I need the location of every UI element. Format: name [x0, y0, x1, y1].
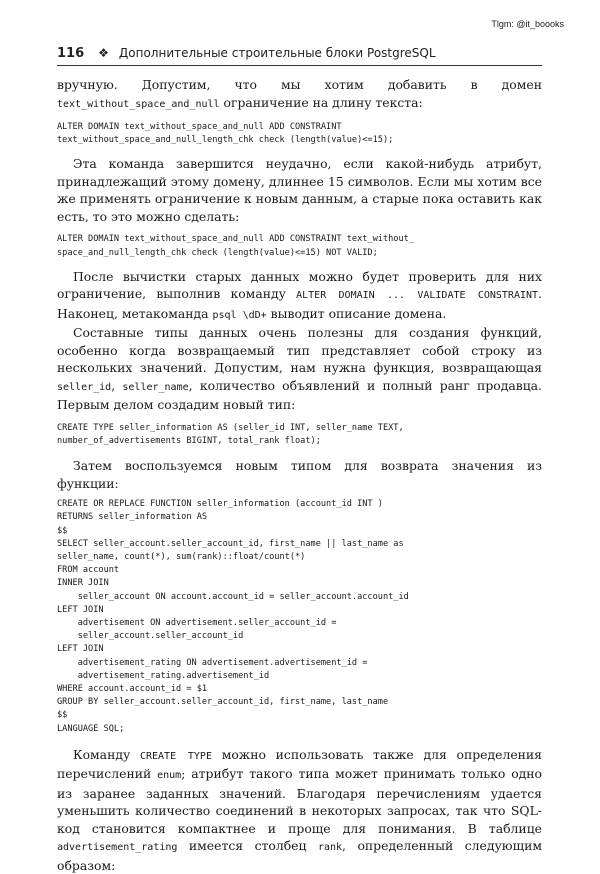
text: После вычистки старых данных можно будет проверить для них ограничение, выполнив команду	[57, 268, 542, 302]
inline-code: enum	[157, 770, 182, 782]
page-body	[57, 76, 542, 874]
text: ограничение на длину текста:	[219, 94, 423, 110]
inline-code: CREATE TYPE	[139, 750, 212, 762]
inline-code: psql \dD+	[212, 309, 267, 321]
text: , количество объявлений и полный ранг продавца. Первым делом создадим новый тип:	[57, 377, 542, 413]
paragraph-5: Затем воспользуемся новым типом для возврата значения из функции:	[57, 458, 542, 491]
paragraph-4	[57, 324, 542, 414]
paragraph-3	[57, 268, 542, 325]
inline-code: seller_name	[122, 381, 189, 393]
running-header	[57, 46, 542, 61]
chapter-title: Дополнительные строительные блоки PostgreSQL	[118, 46, 436, 60]
text: можно использовать также для определения перечислений	[57, 746, 542, 782]
ornament-icon: ❖	[98, 46, 109, 60]
text: выводит описание домена.	[266, 305, 447, 321]
text: имеется столбец	[177, 838, 318, 854]
code-block-1: ALTER DOMAIN text_without_space_and_null ADD CONSTRAINT text_without_space_and_null_length_chk check (length(value)<=15);	[57, 122, 394, 146]
text: . Наконец, метакоманда	[57, 286, 542, 321]
text: ; атрибут такого типа может принимать только одно из заранее заданных значений. Благодаря перечислениям удается уменьшить количество соединений в некоторых запросах, так что SQL-код становится компактнее и проще для понимания. В таблице	[57, 766, 543, 836]
code-block-3: CREATE TYPE seller_information AS (seller_id INT, seller_name TEXT, number_of_advertisements BIGINT, total_rank float);	[57, 422, 404, 447]
text: Составные типы данных очень полезны для создания функций, особенно когда возвращаемый тип представляет собой строку из нескольких значений. Допустим, нам нужна функция, возвращающая	[57, 325, 542, 376]
page-number: 116	[57, 46, 85, 61]
watermark: Tlgm: @it_boooks	[491, 19, 564, 29]
text: вручную. Допустим, что мы хотим добавить в домен	[57, 77, 542, 92]
inline-code: text_without_space_and_null	[57, 98, 220, 110]
text: , определенный следующим образом:	[57, 838, 542, 873]
inline-code: ALTER DOMAIN ... VALIDATE CONSTRAINT	[296, 290, 539, 302]
text: Команду	[73, 746, 140, 762]
inline-code: advertisement_rating	[57, 842, 178, 854]
code-block-4: CREATE OR REPLACE FUNCTION seller_information (account_id INT ) RETURNS seller_information AS $$ SELECT seller_account.seller_account_id, first_name || last_name as seller_name, count(*), sum(rank)::float/count(*) FROM account INNER JOIN seller_account ON account.account_id = seller_account.account_id LEFT JOIN advertisement ON advertisement.seller_account_id = seller_account.seller_account_id LEFT JOIN advertisement_rating ON advertisement.advertisement_id = advertisement_rating.advertisement_id WHERE account.account_id = $1 GROUP BY seller_account.seller_account_id, first_name, last_name $$ LANGUAGE SQL;	[57, 499, 409, 734]
paragraph-6	[57, 746, 542, 874]
paragraph-1	[57, 76, 542, 113]
code-block-2: ALTER DOMAIN text_without_space_and_null ADD CONSTRAINT text_without_ space_and_null_length_chk check (length(value)<=15) NOT VALID;	[57, 234, 414, 258]
paragraph-2: Эта команда завершится неудачно, если какой-нибудь атрибут, принадлежащий этому домену, длиннее 15 символов. Если мы хотим все же применять ограничение к новым данным, а старые пока оставить как есть, то это можно сделать:	[57, 156, 542, 224]
text: ,	[111, 377, 123, 393]
header-rule	[57, 65, 542, 66]
inline-code: rank	[317, 842, 343, 854]
inline-code: seller_id	[57, 381, 112, 393]
